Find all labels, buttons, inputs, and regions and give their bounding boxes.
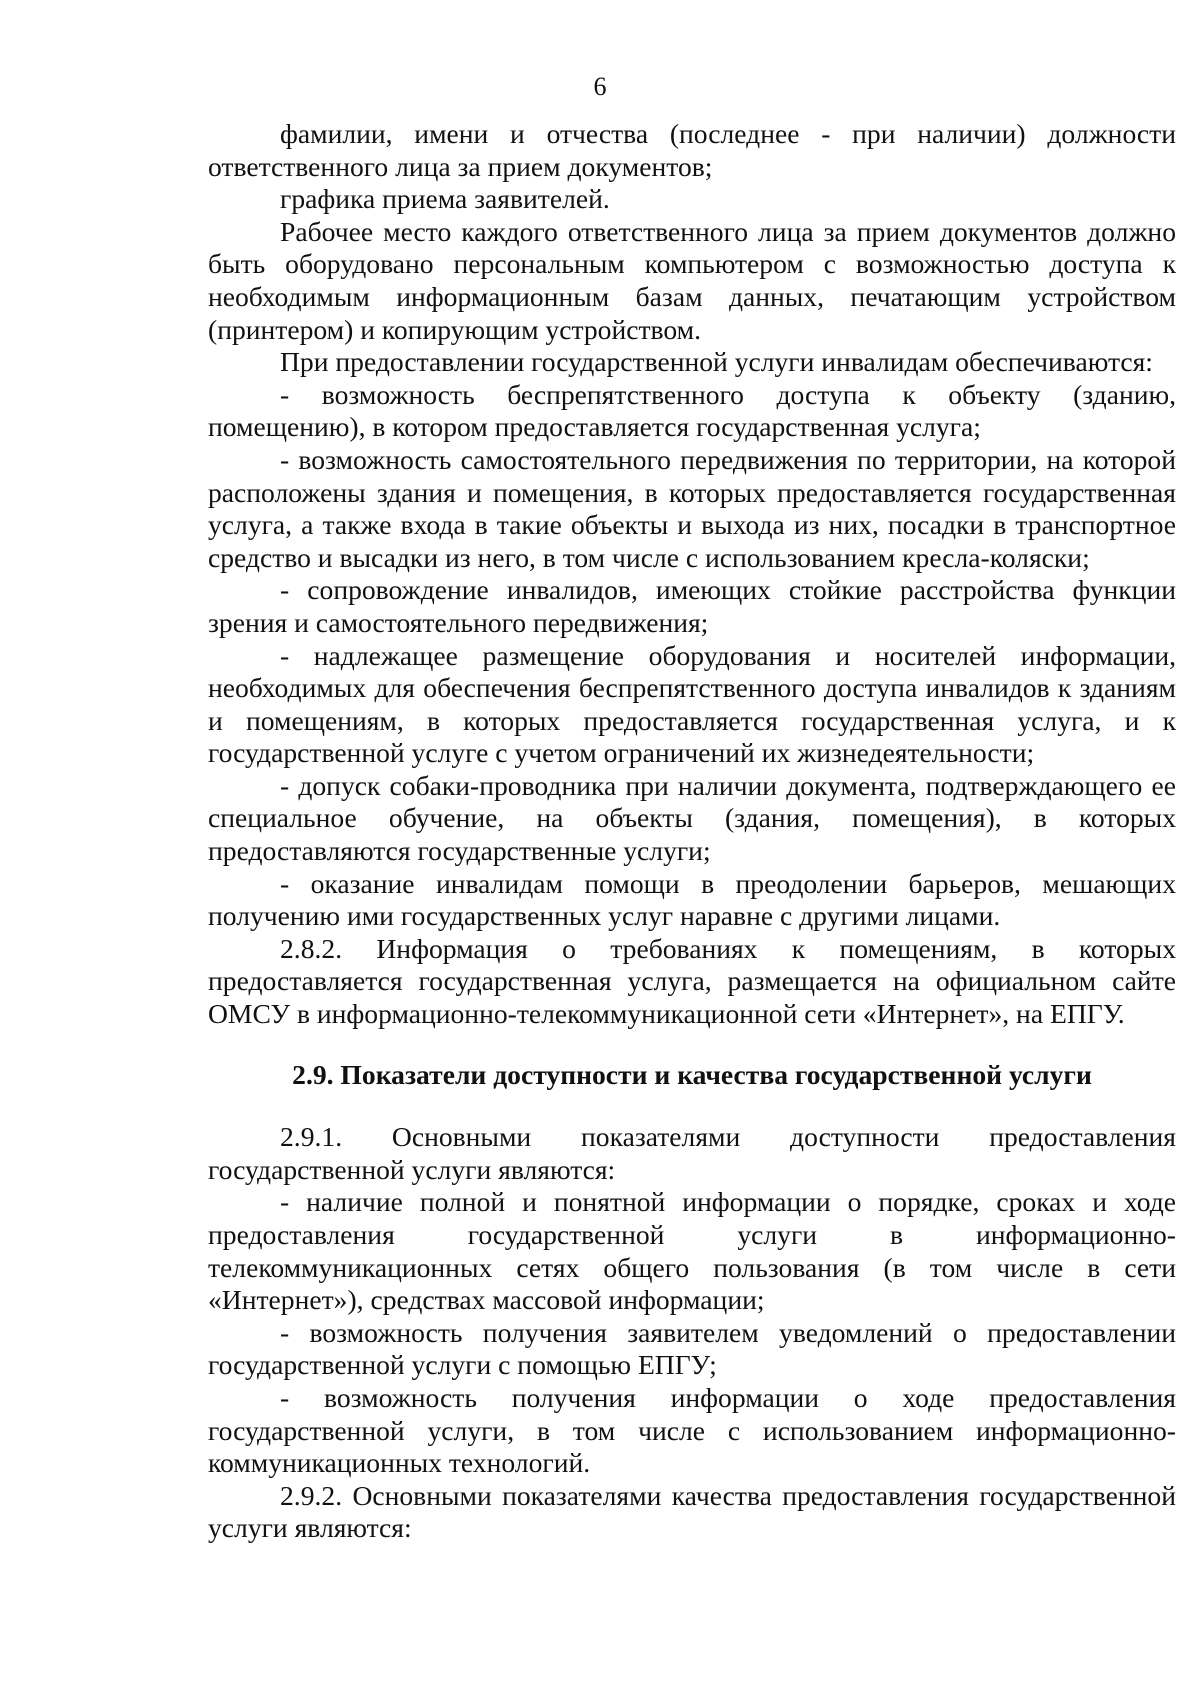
paragraph: Рабочее место каждого ответственного лица за прием документов должно быть оборудовано персональным компьютером с возможностью доступа к необходимым информационным базам данных, печатающим устройством (принтером) и копирующим устройством.: [208, 215, 1176, 345]
list-item: - надлежащее размещение оборудования и носителей информации, необходимых для обеспечения беспрепятственного доступа инвалидов к зданиям и помещениям, в которых предоставляется государственная услуга, и к государственной услуге с учетом ограничений их жизнедеятельности;: [208, 639, 1176, 769]
list-item: - сопровождение инвалидов, имеющих стойкие расстройства функции зрения и самостоятельного передвижения;: [208, 574, 1176, 638]
list-item: - возможность получения заявителем уведомлений о предоставлении государственной услуги с помощью ЕПГУ;: [208, 1316, 1176, 1381]
paragraph: фамилии, имени и отчества (последнее - при наличии) должности ответственного лица за прием документов;: [208, 118, 1176, 182]
paragraph: 2.9.1. Основными показателями доступности предоставления государственной услуги являются:: [208, 1121, 1176, 1185]
paragraph: графика приема заявителей.: [280, 183, 610, 215]
list-item: - возможность получения информации о ходе предоставления государственной услуги, в том числе с использованием информационно-коммуникационных технологий.: [208, 1381, 1176, 1479]
list-item: - оказание инвалидам помощи в преодолении барьеров, мешающих получению ими государственных услуг наравне с другими лицами.: [208, 867, 1176, 932]
list-item: - наличие полной и понятной информации о порядке, сроках и ходе предоставления государственной услуги в информационно-телекоммуникационных сетях общего пользования (в том числе в сети «Интернет»), средствах массовой информации;: [208, 1186, 1176, 1316]
paragraph: 2.8.2. Информация о требованиях к помещениям, в которых предоставляется государственная услуга, размещается на официальном сайте ОМСУ в информационно-телекоммуникационной сети «Интернет», на ЕПГУ.: [208, 932, 1176, 1030]
paragraph: При предоставлении государственной услуги инвалидам обеспечиваются:: [280, 346, 1153, 378]
list-item: - допуск собаки-проводника при наличии документа, подтверждающего ее специальное обучение, на объекты (здания, помещения), в которых предоставляются государственные услуги;: [208, 769, 1176, 867]
section-heading: 2.9. Показатели доступности и качества государственной услуги: [292, 1058, 1092, 1090]
page-number: 6: [593, 72, 607, 101]
paragraph: 2.9.2. Основными показателями качества предоставления государственной услуги являются:: [208, 1479, 1176, 1544]
list-item: - возможность самостоятельного передвижения по территории, на которой расположены здания и помещения, в которых предоставляется государственная услуга, а также входа в такие объекты и выхода из них, посадки в транспортное средство и высадки из него, в том числе с использованием кресла-коляски;: [208, 443, 1176, 573]
document-body: [208, 118, 1176, 1545]
list-item: - возможность беспрепятственного доступа к объекту (зданию, помещению), в котором предоставляется государственная услуга;: [208, 378, 1176, 443]
